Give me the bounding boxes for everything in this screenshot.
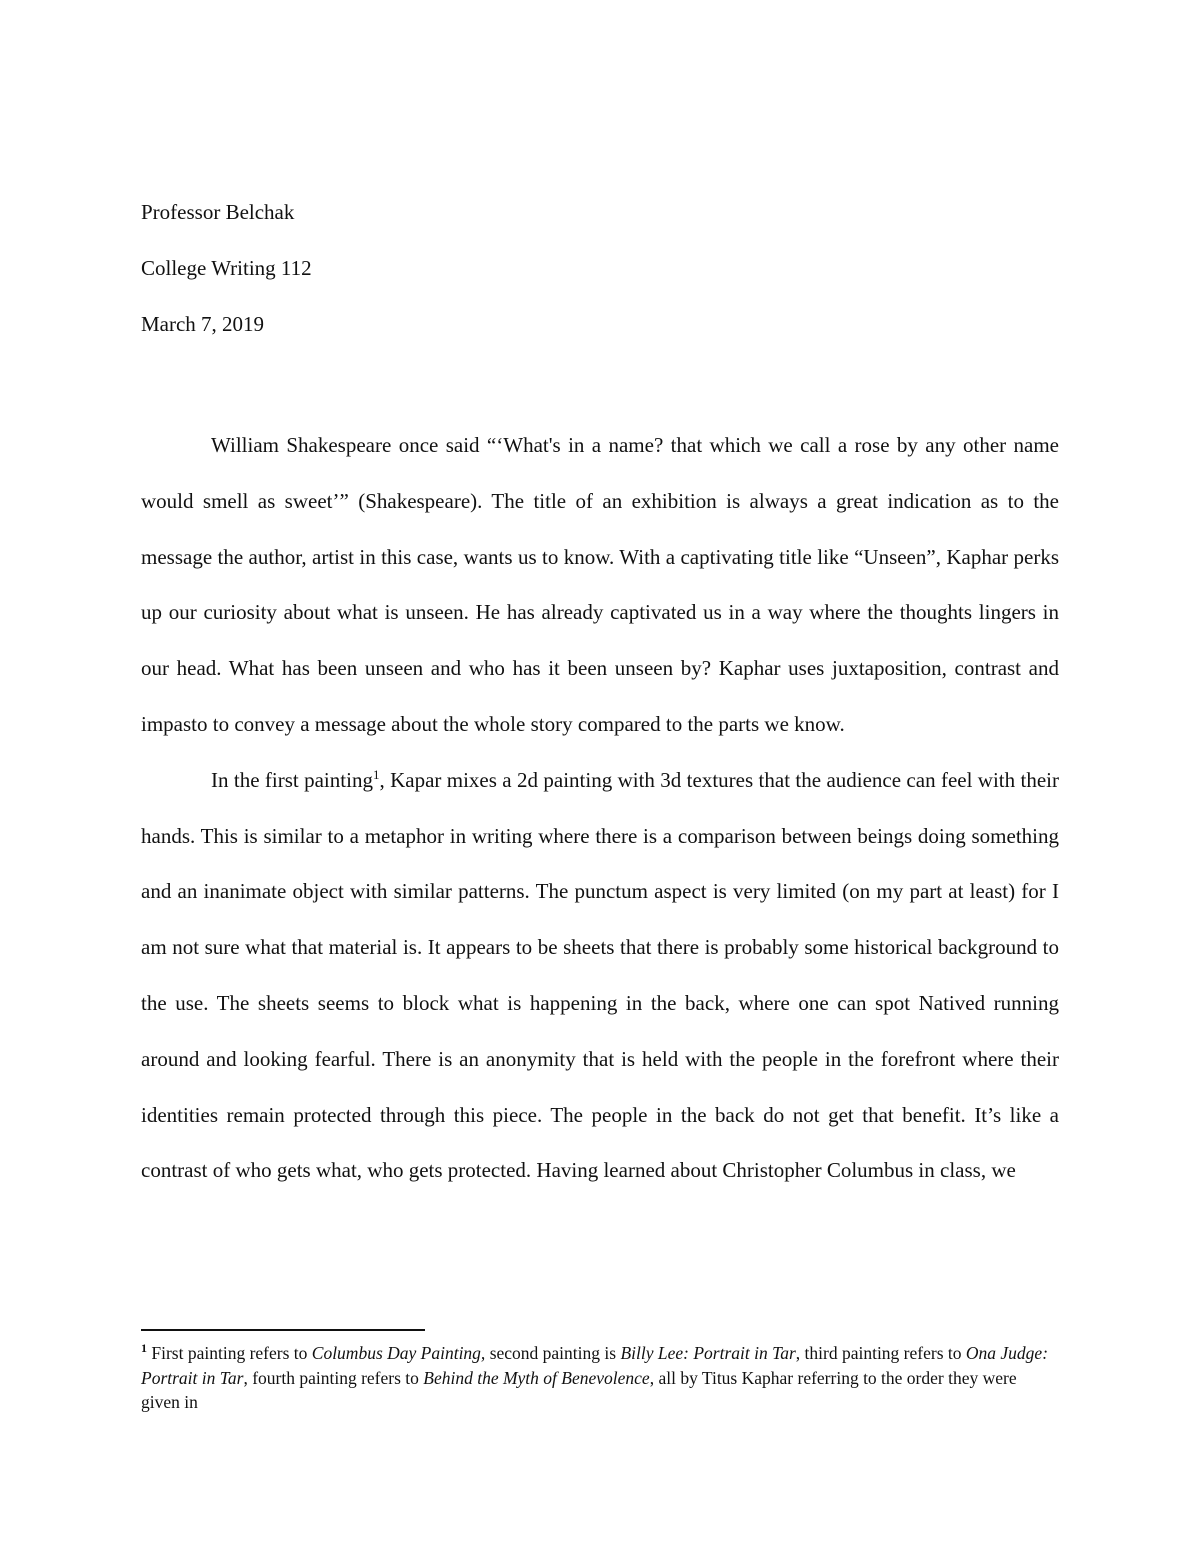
footnote-mark: 1 xyxy=(141,1341,147,1356)
essay-body xyxy=(141,418,1059,1199)
footnote-title-1: Columbus Day Painting, xyxy=(311,1343,486,1363)
footnote-reference: 1 xyxy=(372,766,380,782)
paragraph-2 xyxy=(141,753,1059,1199)
professor-name: Professor Belchak xyxy=(141,200,295,224)
course-name: College Writing 112 xyxy=(141,256,312,280)
footnote-text-2: second painting is xyxy=(485,1343,621,1363)
footnote xyxy=(141,1341,1053,1415)
paragraph-1: William Shakespeare once said “‘What's in a name? that which we call a rose by any other name would smell as sweet’” (Shakespeare). The title of an exhibition is always a great indication as to the message the author, artist in this case, wants us to know. With a captivating title like “Unseen”, Kaphar perks up our curiosity about what is unseen. He has already captivated us in a way where the thoughts lingers in our head. What has been unseen and who has it been unseen by? Kaphar uses juxtaposition, contrast and impasto to convey a message about the whole story compared to the parts we know. xyxy=(141,433,1059,736)
footnote-title-3: Ona Judge: Portrait in Tar xyxy=(141,1343,1049,1388)
footnote-separator xyxy=(141,1329,425,1331)
footnote-title-2: Billy Lee: Portrait in Tar xyxy=(620,1343,796,1363)
paragraph-2-rest: , Kapar mixes a 2d painting with 3d textures that the audience can feel with their hands. This is similar to a metaphor in writing where there is a comparison between beings doing something and an inanimate object with similar patterns. The punctum aspect is very limited (on my part at least) for I am not sure what that material is. It appears to be sheets that there is probably some historical background to the use. The sheets seems to block what is happening in the back, where one can spot Natived running around and looking fearful. There is an anonymity that is held with the people in the forefront where their identities remain protected through this piece. The people in the back do not get that benefit. It’s like a contrast of who gets what, who gets protected. Having learned about Christopher Columbus in class, we xyxy=(141,767,1060,1183)
essay-date: March 7, 2019 xyxy=(141,312,265,336)
paragraph-2-start: In the first painting xyxy=(211,767,373,792)
footnote-text-1: First painting refers to xyxy=(147,1343,312,1363)
footnote-text-5: , all by Titus Kaphar referring to the order they were given in xyxy=(141,1367,1017,1412)
footnote-text-4: , fourth painting refers to xyxy=(243,1367,424,1388)
footnote-text-3: , third painting refers to xyxy=(795,1343,966,1363)
footnote-title-4: Behind the Myth of Benevolence xyxy=(423,1367,650,1388)
